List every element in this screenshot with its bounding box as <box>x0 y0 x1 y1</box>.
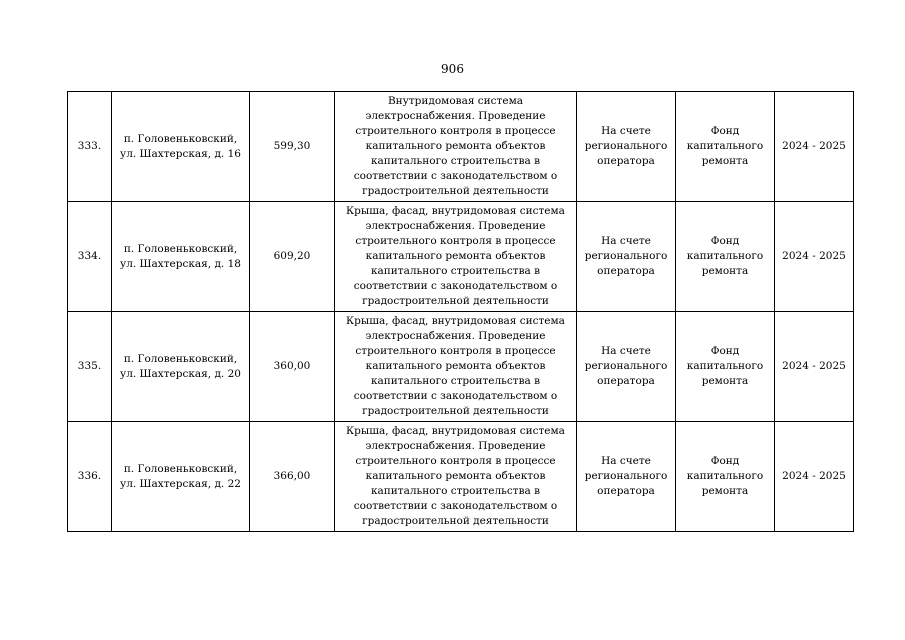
work-description-cell: Внутридомовая система электроснабжения. Проведение строительного контроля в процессе капитального ремонта объектов капитального строительства в соответствии с законодательством о градостроительной деятельности <box>335 92 577 202</box>
address-street: ул. Шахтерская, д. 16 <box>120 147 241 160</box>
funding-source-cell: Фонд капитального ремонта <box>676 202 775 312</box>
account-cell: На счете регионального оператора <box>577 422 676 532</box>
amount-cell: 360,00 <box>250 312 335 422</box>
account-cell: На счете регионального оператора <box>577 92 676 202</box>
address-cell <box>112 202 250 312</box>
row-number: 336. <box>68 422 112 532</box>
account-cell: На счете регионального оператора <box>577 312 676 422</box>
address-cell <box>112 422 250 532</box>
table-row <box>68 312 854 422</box>
row-number: 334. <box>68 202 112 312</box>
address-locality: п. Головеньковский, <box>123 132 238 145</box>
amount-cell: 366,00 <box>250 422 335 532</box>
address-locality: п. Головеньковский, <box>123 242 238 255</box>
period-cell: 2024 - 2025 <box>775 202 854 312</box>
address-cell <box>112 312 250 422</box>
row-number: 335. <box>68 312 112 422</box>
address-street: ул. Шахтерская, д. 22 <box>120 477 241 490</box>
work-description-cell: Крыша, фасад, внутридомовая система электроснабжения. Проведение строительного контроля в процессе капитального ремонта объектов капитального строительства в соответствии с законодательством о градостроительной деятельности <box>335 312 577 422</box>
work-description-cell: Крыша, фасад, внутридомовая система электроснабжения. Проведение строительного контроля в процессе капитального ремонта объектов капитального строительства в соответствии с законодательством о градостроительной деятельности <box>335 422 577 532</box>
row-number: 333. <box>68 92 112 202</box>
table-row <box>68 422 854 532</box>
work-description-cell: Крыша, фасад, внутридомовая система электроснабжения. Проведение строительного контроля в процессе капитального ремонта объектов капитального строительства в соответствии с законодательством о градостроительной деятельности <box>335 202 577 312</box>
period-cell: 2024 - 2025 <box>775 312 854 422</box>
table-row <box>68 202 854 312</box>
account-cell: На счете регионального оператора <box>577 202 676 312</box>
address-street: ул. Шахтерская, д. 20 <box>120 367 241 380</box>
funding-source-cell: Фонд капитального ремонта <box>676 422 775 532</box>
period-cell: 2024 - 2025 <box>775 422 854 532</box>
address-street: ул. Шахтерская, д. 18 <box>120 257 241 270</box>
table-row <box>68 92 854 202</box>
address-cell <box>112 92 250 202</box>
address-locality: п. Головеньковский, <box>123 462 238 475</box>
address-locality: п. Головеньковский, <box>123 352 238 365</box>
period-cell: 2024 - 2025 <box>775 92 854 202</box>
funding-source-cell: Фонд капитального ремонта <box>676 312 775 422</box>
repair-program-table <box>67 91 854 532</box>
page-number: 906 <box>441 62 464 76</box>
amount-cell: 609,20 <box>250 202 335 312</box>
funding-source-cell: Фонд капитального ремонта <box>676 92 775 202</box>
amount-cell: 599,30 <box>250 92 335 202</box>
